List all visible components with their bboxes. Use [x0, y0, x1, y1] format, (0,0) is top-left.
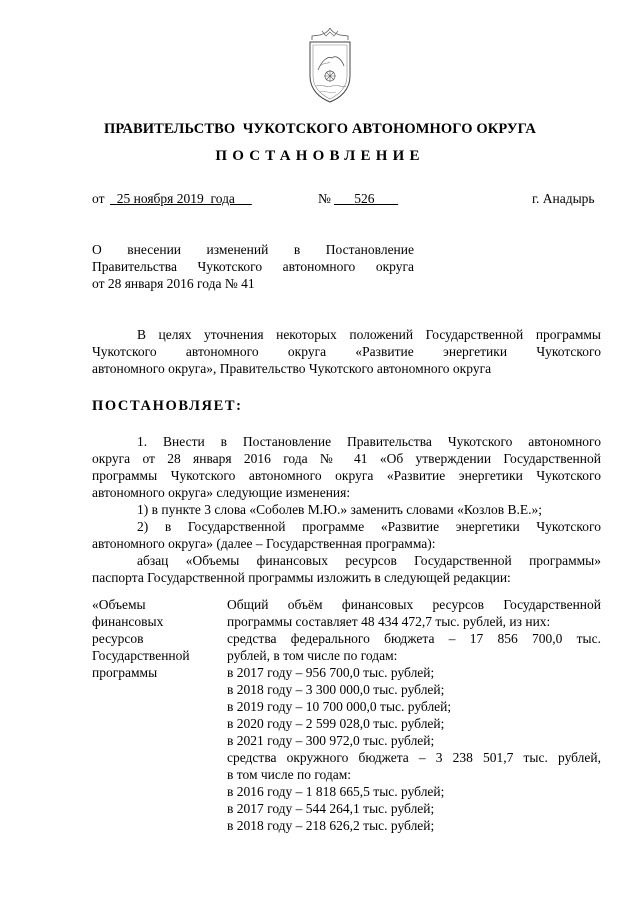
table-right-line: программы составляет 48 434 472,7 тыс. рублей, из них: — [227, 614, 551, 629]
body-line: 2) в Государственной программе «Развитие энергетики Чукотского — [137, 519, 601, 534]
preamble-line: Чукотского автономного округа «Развитие энергетики Чукотского — [92, 344, 601, 359]
body-line: абзац «Объемы финансовых ресурсов Государственной программы» — [137, 553, 601, 568]
table-left-line: программы — [92, 665, 158, 680]
table-right-line: в 2017 году – 544 264,1 тыс. рублей; — [227, 801, 435, 816]
table-left-line: ресурсов — [92, 631, 144, 646]
body-line: 1. Внести в Постановление Правительства Чукотского автономного — [137, 434, 601, 449]
table-left-line: Государственной — [92, 648, 190, 663]
document-date: 25 ноября 2019 года — [116, 191, 235, 206]
number-label: № — [318, 191, 331, 206]
preamble — [92, 326, 601, 377]
table-right-line: в 2017 году – 956 700,0 тыс. рублей; — [227, 665, 435, 680]
body-line: округа от 28 января 2016 года № 41 «Об утверждении Государственной — [92, 451, 601, 466]
table-right-line: Общий объём финансовых ресурсов Государственной — [227, 597, 601, 612]
table-left-line: «Объемы — [92, 597, 146, 612]
table-right-line: в 2018 году – 218 626,2 тыс. рублей; — [227, 818, 435, 833]
table-left-cell — [92, 596, 217, 681]
document-type: ПОСТАНОВЛЕНИЕ — [215, 148, 425, 164]
table-left-line: финансовых — [92, 614, 164, 629]
preamble-line: В целях уточнения некоторых положений Государственной программы — [137, 327, 601, 342]
table-right-line: средства окружного бюджета – 3 238 501,7 тыс. рублей, — [227, 750, 601, 765]
body-line: паспорта Государственной программы изложить в следующей редакции: — [92, 570, 511, 585]
table-right-line: рублей, в том числе по годам: — [227, 648, 398, 663]
table-right-line: средства федерального бюджета – 17 856 700,0 тыс. — [227, 631, 601, 646]
table-right-line: в 2020 году – 2 599 028,0 тыс. рублей; — [227, 716, 445, 731]
subject-line: О внесении изменений в Постановление — [92, 242, 414, 257]
resolution-body — [92, 433, 601, 586]
table-right-line: в 2021 году – 300 972,0 тыс. рублей; — [227, 733, 435, 748]
table-right-cell — [227, 596, 601, 834]
government-name: ПРАВИТЕЛЬСТВО ЧУКОТСКОГО АВТОНОМНОГО ОКРУГА — [103, 121, 536, 137]
decree-heading: ПОСТАНОВЛЯЕТ: — [92, 398, 243, 414]
table-right-line: в 2018 году – 3 300 000,0 тыс. рублей; — [227, 682, 445, 697]
coat-of-arms-emblem — [302, 26, 358, 106]
document-subject — [92, 241, 414, 292]
document-number: 526 — [354, 191, 375, 206]
table-right-line: в том числе по годам: — [227, 767, 352, 782]
body-line: автономного округа» (далее – Государственная программа): — [92, 536, 436, 551]
table-right-line: в 2016 году – 1 818 665,5 тыс. рублей; — [227, 784, 445, 799]
subject-line: Правительства Чукотского автономного округа — [92, 259, 414, 274]
preamble-line: автономного округа», Правительство Чукотского автономного округа — [92, 361, 492, 376]
date-prefix: от — [92, 191, 105, 206]
table-right-line: в 2019 году – 10 700 000,0 тыс. рублей; — [227, 699, 452, 714]
body-line: 1) в пункте 3 слова «Соболев М.Ю.» заменить словами «Козлов В.Е.»; — [137, 502, 543, 517]
city: г. Анадырь — [532, 191, 595, 206]
subject-line: от 28 января 2016 года № 41 — [92, 276, 255, 291]
body-line: программы Чукотского автономного округа «Развитие энергетики Чукотского — [92, 468, 601, 483]
body-line: автономного округа» следующие изменения: — [92, 485, 351, 500]
